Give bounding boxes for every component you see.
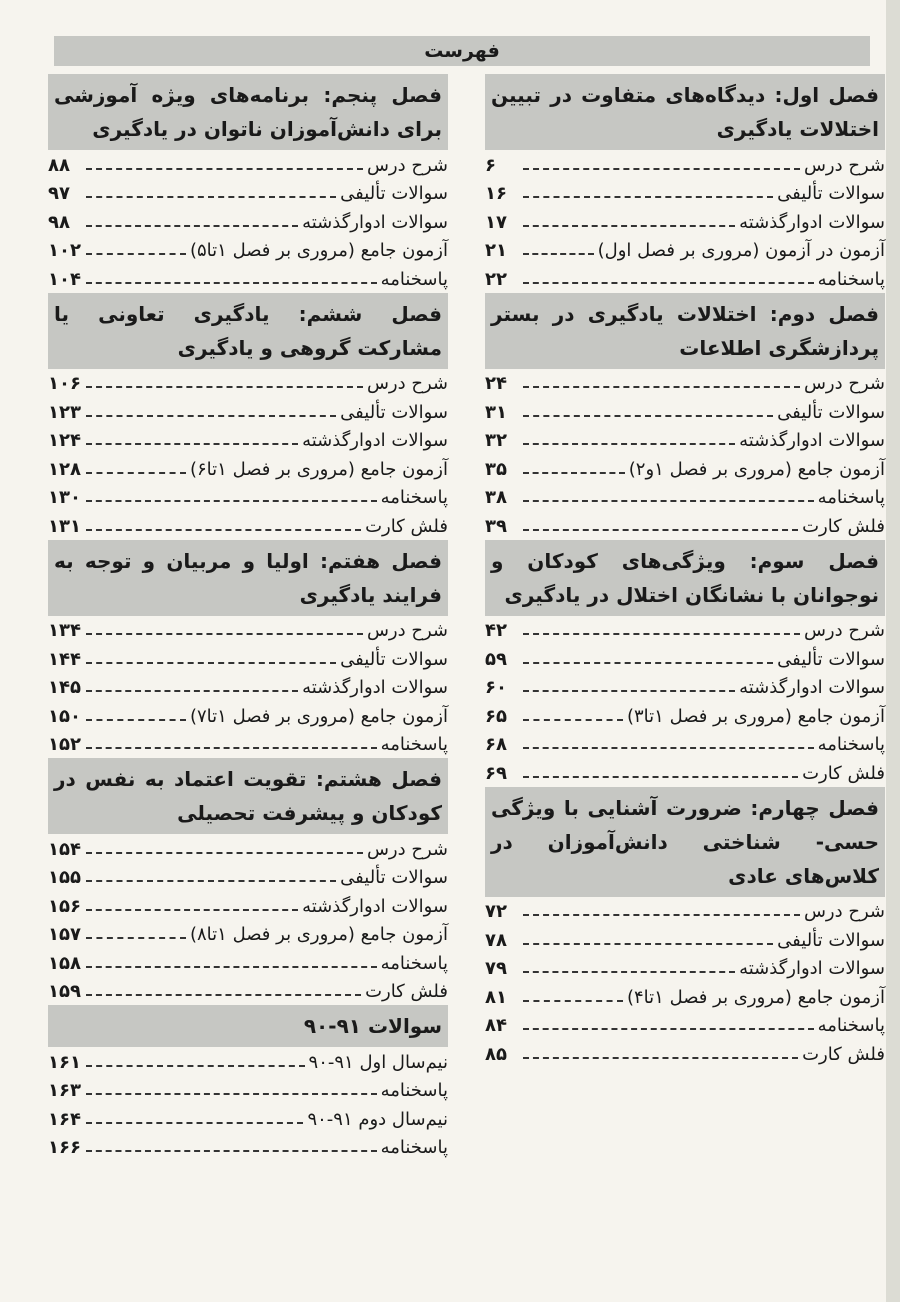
- entry-page-number: ۱۶۴: [48, 1108, 81, 1130]
- dotted-leader: [86, 852, 363, 854]
- entry-label: نیم‌سال اول ۹۱-۹۰: [308, 1051, 448, 1073]
- toc-entry[interactable]: [485, 730, 885, 759]
- dotted-leader: [86, 1122, 303, 1124]
- dotted-leader: [523, 1000, 623, 1002]
- toc-entry[interactable]: [48, 483, 448, 512]
- toc-entry[interactable]: [48, 834, 448, 863]
- entry-label: سوالات تألیفی: [340, 183, 448, 204]
- toc-entry[interactable]: [485, 1039, 885, 1068]
- dotted-leader: [523, 529, 798, 531]
- chapter-heading: فصل اول: دیدگاه‌های متفاوت در تبیین اختلالات یادگیری: [485, 74, 885, 150]
- entry-page-number: ۱۰۶: [48, 373, 81, 394]
- dotted-leader: [86, 747, 377, 749]
- entry-label: فلش کارت: [365, 981, 448, 1002]
- entry-label: شرح درس: [366, 373, 448, 394]
- page-title: فهرست: [54, 36, 870, 66]
- entry-page-number: ۱۲۴: [48, 430, 81, 451]
- toc-entry[interactable]: [48, 207, 448, 236]
- dotted-leader: [86, 719, 186, 721]
- entry-page-number: ۱۲۸: [48, 458, 81, 480]
- entry-page-number: ۱۶۳: [48, 1080, 81, 1101]
- entry-page-number: ۹۸: [48, 211, 70, 233]
- entry-label: پاسخنامه: [380, 268, 448, 290]
- chapter-section: [48, 293, 448, 540]
- toc-entry[interactable]: [48, 673, 448, 702]
- entry-page-number: ۱۵۰: [48, 705, 81, 727]
- entry-label: فلش کارت: [802, 762, 885, 784]
- toc-right-column: [485, 74, 885, 1068]
- entry-page-number: ۱۶۱: [48, 1051, 81, 1073]
- toc-entry[interactable]: [48, 454, 448, 483]
- entry-label: پاسخنامه: [380, 1080, 448, 1101]
- entry-label: فلش کارت: [365, 515, 448, 537]
- entry-label: سوالات تألیفی: [777, 401, 885, 423]
- dotted-leader: [523, 386, 800, 388]
- entry-page-number: ۳۲: [485, 430, 507, 451]
- entry-label: پاسخنامه: [817, 487, 885, 508]
- entry-label: آزمون جامع (مروری بر فصل ۱تا۶): [189, 458, 448, 480]
- toc-entry[interactable]: [48, 1076, 448, 1105]
- toc-entry[interactable]: [48, 179, 448, 208]
- dotted-leader: [86, 690, 298, 692]
- entry-page-number: ۱۴۵: [48, 677, 81, 698]
- entry-label: سوالات تألیفی: [340, 401, 448, 423]
- entry-label: سوالات ادوارگذشته: [302, 430, 448, 451]
- entry-label: سوالات ادوارگذشته: [302, 211, 448, 233]
- toc-entry[interactable]: [485, 644, 885, 673]
- toc-entry[interactable]: [485, 1011, 885, 1040]
- dotted-leader: [523, 719, 623, 721]
- entry-page-number: ۱۶۶: [48, 1137, 81, 1158]
- chapter-section: [48, 1005, 448, 1161]
- dotted-leader: [86, 282, 377, 284]
- entry-label: سوالات تألیفی: [777, 648, 885, 670]
- chapter-heading: فصل هفتم: اولیا و مربیان و توجه به فرایند یادگیری: [48, 540, 448, 616]
- toc-entry[interactable]: [48, 701, 448, 730]
- entry-page-number: ۴۲: [485, 620, 507, 641]
- entry-page-number: ۱۵۶: [48, 895, 81, 917]
- toc-left-column: [48, 74, 448, 1161]
- dotted-leader: [523, 168, 800, 170]
- entry-page-number: ۱۲۳: [48, 401, 81, 423]
- entry-label: آزمون جامع (مروری بر فصل ۱تا۳): [626, 705, 885, 727]
- entry-label: شرح درس: [803, 373, 885, 394]
- entry-label: شرح درس: [366, 838, 448, 860]
- toc-entry[interactable]: [48, 1133, 448, 1162]
- entry-label: شرح درس: [366, 620, 448, 641]
- dotted-leader: [86, 633, 363, 635]
- chapter-heading: فصل پنجم: برنامه‌های ویژه آموزشی برای دانش‌آموزان ناتوان در یادگیری: [48, 74, 448, 150]
- dotted-leader: [523, 747, 814, 749]
- dotted-leader: [523, 196, 773, 198]
- toc-entry[interactable]: [48, 1104, 448, 1133]
- toc-entry[interactable]: [48, 1047, 448, 1076]
- entry-page-number: ۱۵۹: [48, 981, 81, 1002]
- entry-page-number: ۲۲: [485, 268, 507, 290]
- entry-page-number: ۳۹: [485, 515, 507, 537]
- entry-page-number: ۸۵: [485, 1043, 507, 1065]
- chapter-heading: فصل سوم: ویژگی‌های کودکان و نوجوانان با نشانگان اختلال در یادگیری: [485, 540, 885, 616]
- page-edge: [886, 0, 900, 1302]
- entry-page-number: ۵۹: [485, 648, 507, 670]
- entry-label: نیم‌سال دوم ۹۱-۹۰: [307, 1108, 448, 1130]
- toc-entry[interactable]: [485, 397, 885, 426]
- chapter-heading: فصل هشتم: تقویت اعتماد به نفس در کودکان و پیشرفت تحصیلی: [48, 758, 448, 834]
- dotted-leader: [86, 196, 336, 198]
- toc-entry[interactable]: [485, 207, 885, 236]
- chapter-section: [485, 540, 885, 787]
- entry-label: سوالات ادوارگذشته: [302, 677, 448, 698]
- dotted-leader: [523, 415, 773, 417]
- entry-label: آزمون جامع (مروری بر فصل ۱و۲): [628, 458, 885, 480]
- entry-label: پاسخنامه: [380, 487, 448, 508]
- dotted-leader: [86, 225, 298, 227]
- toc-entry[interactable]: [485, 925, 885, 954]
- toc-entry[interactable]: [485, 236, 885, 265]
- entry-label: آزمون جامع (مروری بر فصل ۱تا۸): [189, 924, 448, 945]
- dotted-leader: [86, 662, 336, 664]
- dotted-leader: [86, 1065, 305, 1067]
- entry-label: پاسخنامه: [380, 734, 448, 755]
- dotted-leader: [523, 633, 800, 635]
- entry-label: فلش کارت: [802, 1043, 885, 1065]
- dotted-leader: [86, 472, 186, 474]
- dotted-leader: [523, 472, 625, 474]
- entry-label: سوالات تألیفی: [340, 648, 448, 670]
- entry-page-number: ۱۷: [485, 211, 507, 233]
- dotted-leader: [523, 971, 735, 973]
- entry-label: پاسخنامه: [380, 1137, 448, 1158]
- chapter-heading: فصل چهارم: ضرورت آشنایی با ویژگی حسی- شناختی دانش‌آموزان در کلاس‌های عادی: [485, 787, 885, 897]
- toc-entry[interactable]: [48, 891, 448, 920]
- toc-entry[interactable]: [485, 264, 885, 293]
- entry-label: سوالات ادوارگذشته: [739, 958, 885, 979]
- entry-page-number: ۱۵۴: [48, 838, 81, 860]
- entry-page-number: ۱۰۲: [48, 240, 81, 261]
- dotted-leader: [523, 776, 798, 778]
- chapter-heading: فصل ششم: یادگیری تعاونی یا مشارکت گروهی و یادگیری: [48, 293, 448, 369]
- entry-page-number: ۱۵۵: [48, 867, 81, 888]
- toc-entry[interactable]: [48, 730, 448, 759]
- entry-page-number: ۸۸: [48, 154, 70, 176]
- entry-page-number: ۷۹: [485, 958, 507, 979]
- entry-page-number: ۲۱: [485, 240, 507, 261]
- toc-entry[interactable]: [48, 977, 448, 1006]
- toc-entry[interactable]: [485, 179, 885, 208]
- dotted-leader: [523, 500, 814, 502]
- entry-page-number: ۱۴۴: [48, 648, 81, 670]
- entry-page-number: ۳۱: [485, 401, 507, 423]
- entry-page-number: ۸۴: [485, 1015, 507, 1036]
- entry-page-number: ۶۵: [485, 705, 507, 727]
- dotted-leader: [523, 914, 800, 916]
- chapter-heading: سوالات ۹۱-۹۰: [48, 1005, 448, 1047]
- dotted-leader: [523, 443, 735, 445]
- entry-page-number: ۱۳۱: [48, 515, 81, 537]
- toc-entry[interactable]: [48, 369, 448, 398]
- entry-label: سوالات تألیفی: [777, 929, 885, 951]
- entry-label: سوالات ادوارگذشته: [739, 211, 885, 233]
- toc-entry[interactable]: [485, 150, 885, 179]
- toc-entry[interactable]: [485, 701, 885, 730]
- entry-label: سوالات ادوارگذشته: [739, 430, 885, 451]
- toc-entry[interactable]: [485, 616, 885, 645]
- dotted-leader: [523, 1028, 814, 1030]
- entry-page-number: ۶۸: [485, 734, 507, 755]
- chapter-section: [485, 74, 885, 293]
- dotted-leader: [86, 937, 186, 939]
- entry-page-number: ۷۲: [485, 901, 507, 922]
- entry-label: سوالات تألیفی: [340, 867, 448, 888]
- dotted-leader: [86, 880, 336, 882]
- toc-entry[interactable]: [48, 616, 448, 645]
- toc-entry[interactable]: [48, 236, 448, 265]
- dotted-leader: [86, 994, 361, 996]
- dotted-leader: [86, 168, 363, 170]
- toc-entry[interactable]: [48, 511, 448, 540]
- dotted-leader: [86, 1093, 377, 1095]
- dotted-leader: [86, 386, 363, 388]
- entry-page-number: ۶۰: [485, 677, 507, 698]
- toc-entry[interactable]: [48, 863, 448, 892]
- entry-page-number: ۱۵۸: [48, 952, 81, 974]
- toc-entry[interactable]: [48, 150, 448, 179]
- entry-page-number: ۱۵۲: [48, 734, 81, 755]
- dotted-leader: [86, 529, 361, 531]
- toc-entry[interactable]: [485, 483, 885, 512]
- dotted-leader: [86, 415, 336, 417]
- toc-entry[interactable]: [485, 369, 885, 398]
- entry-page-number: ۹۷: [48, 183, 70, 204]
- dotted-leader: [86, 909, 298, 911]
- toc-entry[interactable]: [485, 454, 885, 483]
- toc-entry[interactable]: [485, 982, 885, 1011]
- toc-entry[interactable]: [485, 758, 885, 787]
- chapter-section: [485, 293, 885, 540]
- entry-page-number: ۳۵: [485, 458, 507, 480]
- entry-page-number: ۳۸: [485, 487, 507, 508]
- entry-label: آزمون در آزمون (مروری بر فصل اول): [597, 240, 885, 261]
- toc-entry[interactable]: [485, 426, 885, 455]
- entry-page-number: ۱۵۷: [48, 924, 81, 945]
- entry-label: شرح درس: [803, 620, 885, 641]
- toc-entry[interactable]: [485, 511, 885, 540]
- entry-page-number: ۱۳۰: [48, 487, 81, 508]
- entry-label: شرح درس: [366, 154, 448, 176]
- toc-entry[interactable]: [48, 397, 448, 426]
- toc-entry[interactable]: [48, 426, 448, 455]
- dotted-leader: [523, 690, 735, 692]
- entry-label: آزمون جامع (مروری بر فصل ۱تا۷): [189, 705, 448, 727]
- entry-page-number: ۸۱: [485, 986, 507, 1008]
- entry-page-number: ۶: [485, 154, 496, 176]
- toc-entry[interactable]: [48, 644, 448, 673]
- dotted-leader: [523, 282, 814, 284]
- entry-label: شرح درس: [803, 901, 885, 922]
- toc-entry[interactable]: [485, 673, 885, 702]
- entry-page-number: ۱۶: [485, 183, 507, 204]
- entry-label: پاسخنامه: [817, 1015, 885, 1036]
- entry-page-number: ۱۳۴: [48, 620, 81, 641]
- dotted-leader: [523, 253, 594, 255]
- chapter-section: [48, 540, 448, 759]
- toc-entry[interactable]: [485, 897, 885, 926]
- entry-label: پاسخنامه: [817, 268, 885, 290]
- dotted-leader: [523, 225, 735, 227]
- toc-entry[interactable]: [485, 954, 885, 983]
- chapter-section: [48, 74, 448, 293]
- dotted-leader: [523, 662, 773, 664]
- toc-entry[interactable]: [48, 948, 448, 977]
- entry-page-number: ۱۰۴: [48, 268, 81, 290]
- entry-label: شرح درس: [803, 154, 885, 176]
- entry-label: سوالات ادوارگذشته: [739, 677, 885, 698]
- chapter-section: [48, 758, 448, 1005]
- dotted-leader: [86, 253, 186, 255]
- entry-page-number: ۲۴: [485, 373, 507, 394]
- entry-label: سوالات تألیفی: [777, 183, 885, 204]
- dotted-leader: [523, 943, 773, 945]
- entry-label: آزمون جامع (مروری بر فصل ۱تا۴): [626, 986, 885, 1008]
- dotted-leader: [86, 1150, 377, 1152]
- entry-label: آزمون جامع (مروری بر فصل ۱تا۵): [189, 240, 448, 261]
- toc-entry[interactable]: [48, 264, 448, 293]
- dotted-leader: [523, 1057, 798, 1059]
- dotted-leader: [86, 500, 377, 502]
- entry-page-number: ۶۹: [485, 762, 507, 784]
- entry-label: سوالات ادوارگذشته: [302, 895, 448, 917]
- entry-label: پاسخنامه: [817, 734, 885, 755]
- chapter-heading: فصل دوم: اختلالات یادگیری در بستر پردازشگری اطلاعات: [485, 293, 885, 369]
- entry-page-number: ۷۸: [485, 929, 507, 951]
- toc-entry[interactable]: [48, 920, 448, 949]
- chapter-section: [485, 787, 885, 1068]
- dotted-leader: [86, 966, 377, 968]
- dotted-leader: [86, 443, 298, 445]
- entry-label: فلش کارت: [802, 515, 885, 537]
- entry-label: پاسخنامه: [380, 952, 448, 974]
